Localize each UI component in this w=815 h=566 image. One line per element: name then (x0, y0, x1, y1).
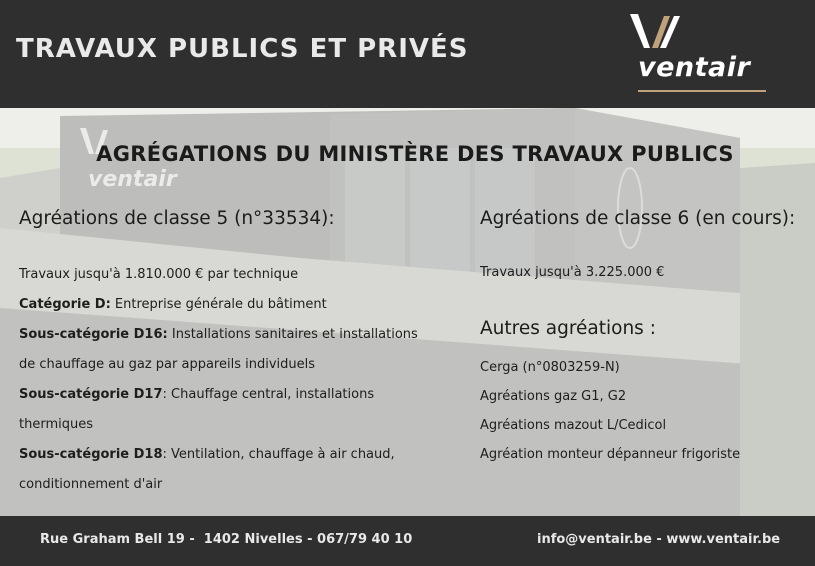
logo-wordmark: ventair (638, 52, 751, 83)
class5-heading: Agréations de classe 5 (n°33534): (19, 208, 335, 229)
other-approval-item: Agréation monteur dépanneur frigoriste (480, 447, 741, 462)
class5-line-7: Sous-catégorie D18: Ventilation, chauffage à air chaud, (19, 447, 395, 462)
footer-address: Rue Graham Bell 19 - 1402 Nivelles - 067/79 40 10 (40, 532, 413, 547)
class5-line-8: conditionnement d'air (19, 477, 163, 492)
page-title: TRAVAUX PUBLICS ET PRIVÉS (16, 34, 469, 64)
class5-line-4: de chauffage au gaz par appareils individuels (19, 357, 316, 372)
ventair-logo (626, 12, 776, 96)
header-banner (0, 0, 815, 108)
other-approval-item: Agréations mazout L/Cedicol (480, 418, 667, 433)
class5-line-6: thermiques (19, 417, 93, 432)
other-approval-item: Agréations gaz G1, G2 (480, 389, 627, 404)
logo-mark-icon (630, 14, 690, 54)
other-approvals-heading: Autres agréations : (480, 318, 656, 339)
footer-bar (0, 516, 815, 566)
class5-line-3: Sous-catégorie D16: Installations sanitaires et installations (19, 327, 418, 342)
other-approval-item: Cerga (n°0803259-N) (480, 360, 620, 375)
section-title: AGRÉGATIONS DU MINISTÈRE DES TRAVAUX PUBLICS (96, 142, 734, 166)
class5-line-2: Catégorie D: Entreprise générale du bâtiment (19, 297, 327, 312)
class6-heading: Agréations de classe 6 (en cours): (480, 208, 796, 229)
class6-line: Travaux jusqu'à 3.225.000 € (480, 265, 665, 280)
logo-underline (638, 90, 766, 92)
class5-line-1: Travaux jusqu'à 1.810.000 € par technique (19, 267, 299, 282)
class5-line-5: Sous-catégorie D17: Chauffage central, installations (19, 387, 375, 402)
footer-contact[interactable]: info@ventair.be - www.ventair.be (537, 532, 781, 547)
